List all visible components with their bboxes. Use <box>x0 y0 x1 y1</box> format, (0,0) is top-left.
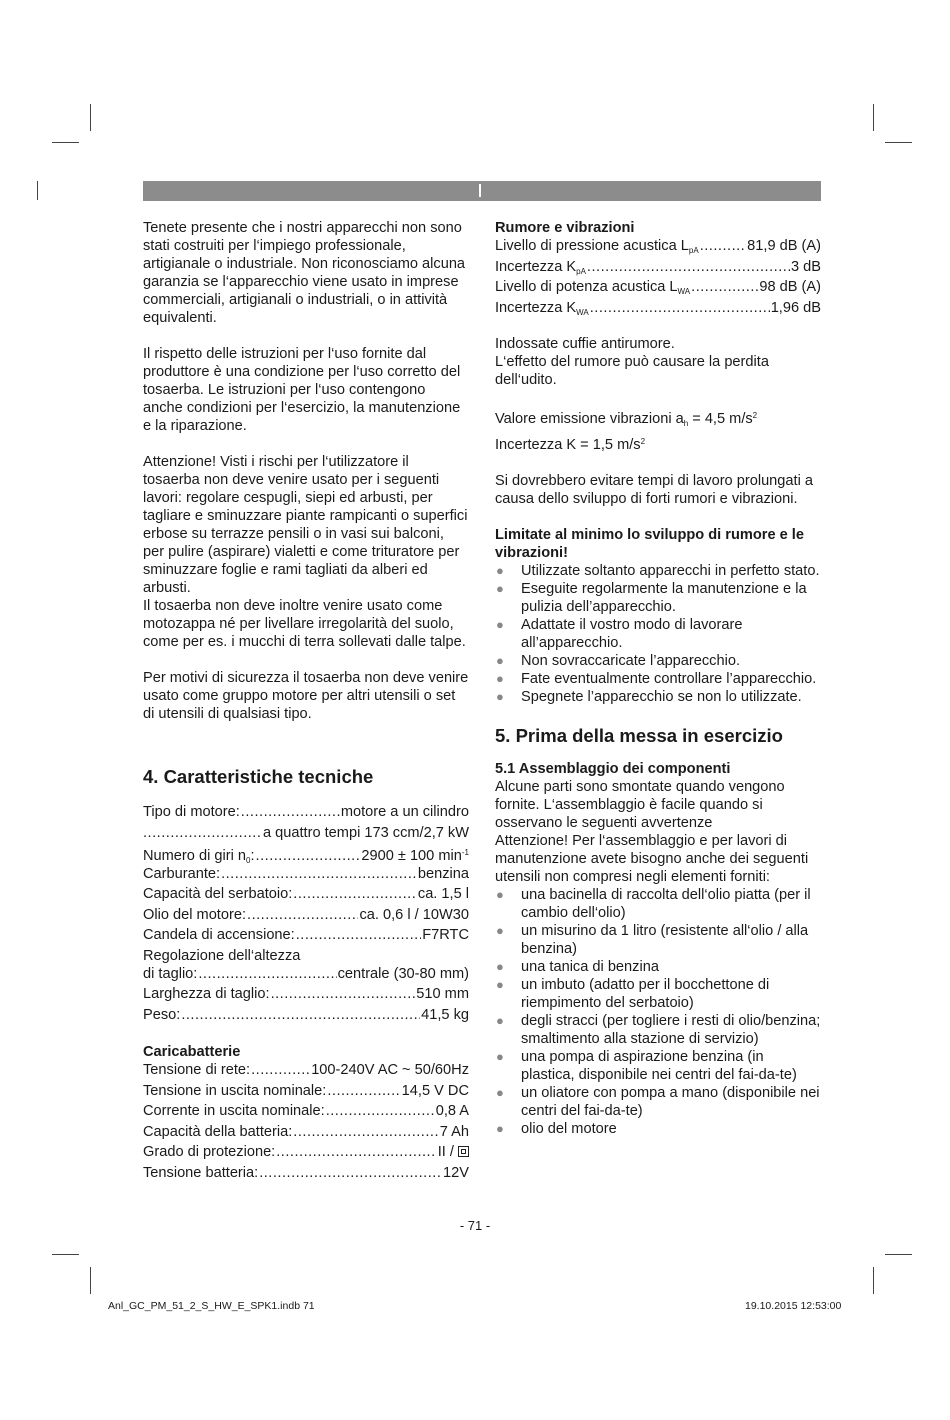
list-item: ● Utilizzate soltanto apparecchi in perfetto stato. <box>496 563 820 579</box>
noise-kwa: Incertezza $K_{WA}$ ..... 1,96 dB <box>495 299 821 320</box>
spec-width: Larghezza di taglio: ..... 510 mm <box>143 985 469 1006</box>
left-column <box>143 219 469 1184</box>
avoid-long-work: Si dovrebbero evitare tempi di lavoro prolungati a causa dello sviluppo di forti rumori e vibrazioni. <box>495 473 813 507</box>
spec-weight: Peso: ..... 41,5 kg <box>143 1006 469 1027</box>
charger-capacity: Capacità della batteria: ..... 7 Ah <box>143 1123 469 1144</box>
charger-mains: Tensione di rete: ..... 100-240V AC ~ 50/60Hz <box>143 1061 469 1082</box>
list-item: ● una bacinella di raccolta dell‘olio piatta (per il cambio dell‘olio) <box>496 887 811 921</box>
limit-title: Limitate al minimo lo sviluppo di rumore e le vibrazioni! <box>495 527 804 561</box>
spec-rpm: Numero di giri $n_0$: ..... 2900 ± 100 $\min^{-1}$ <box>143 844 469 865</box>
spec-height-label: Regolazione dell‘altezza <box>143 947 301 964</box>
list-item: ● Adattate il vostro modo di lavorare all’apparecchio. <box>496 617 743 651</box>
spec-plug: Candela di accensione: ..... F7RTC <box>143 926 469 947</box>
spec-oil: Olio del motore: ..... ca. 0,6 l / 10W30 <box>143 906 469 927</box>
crop-mark <box>52 1254 79 1255</box>
noise-lwa: Livello di potenza acustica $L_{WA}$ ..... 98 dB (A) <box>495 278 821 299</box>
crop-mark <box>90 1267 91 1294</box>
paragraph-professional-use: Tenete presente che i nostri apparecchi non sono stati costruiti per l‘impiego professionale, artigianale o industriale. Non riconosciamo alcuna garanzia se l‘apparecchio viene usato in imprese commerciali, artigianali o industriali, o in attività equivalenti. <box>143 220 466 326</box>
charger-out-voltage: Tensione in uscita nominale: ..... 14,5 V DC <box>143 1082 469 1103</box>
section-4-title: 4. Caratteristiche tecniche <box>143 766 374 787</box>
spec-tank: Capacità del serbatoio: ..... ca. 1,5 l <box>143 885 469 906</box>
list-item: ● un imbuto (adatto per il bocchettone di riempimento del serbatoio) <box>496 977 770 1011</box>
list-item: ● una tanica di benzina <box>496 959 659 975</box>
bullet-icon: ● <box>496 671 504 686</box>
list-item: ● un misurino da 1 litro (resistente all‘olio / alla benzina) <box>496 923 809 957</box>
vibration-value: Valore emissione vibrazioni $a_h = 4,5$ $m/s^2$ <box>495 411 758 428</box>
bullet-icon: ● <box>496 977 504 992</box>
protection-class-icon <box>458 1146 469 1157</box>
paragraph-safety: Per motivi di sicurezza il tosaerba non deve venire usato come gruppo motore per altri utensili o set di utensili di qualsiasi tipo. <box>143 670 469 722</box>
crop-mark <box>885 1254 912 1255</box>
list-item: ● una pompa di aspirazione benzina (in plastica, disponibile nei centri del fai-da-te) <box>496 1049 797 1083</box>
charger-battery-voltage: Tensione batteria: ..... 12V <box>143 1164 469 1185</box>
hearing-loss: L‘effetto del rumore può causare la perdita dell‘udito. <box>495 354 769 388</box>
noise-lpa: Livello di pressione acustica $L_{pA}$ ..... 81,9 dB (A) <box>495 237 821 258</box>
list-item: ● degli stracci (per togliere i resti di olio/benzina; smaltimento alla stazione di servizio) <box>496 1013 821 1047</box>
list-item: ● Eseguite regolarmente la manutenzione e la pulizia dell’apparecchio. <box>496 581 807 615</box>
paragraph-warning-cont: Il tosaerba non deve inoltre venire usato come motozappa né per livellare irregolarità del suolo, come per es. i mucchi di terra sollevati dalle talpe. <box>143 598 466 650</box>
bullet-icon: ● <box>496 617 504 632</box>
crop-mark <box>90 104 91 131</box>
crop-mark <box>873 104 874 131</box>
bullet-icon: ● <box>496 1085 504 1100</box>
spec-fuel: Carburante: ..... benzina <box>143 865 469 886</box>
section-5-title: 5. Prima della messa in esercizio <box>495 725 783 746</box>
list-item: ● un oliatore con pompa a mano (disponibile nei centri del fai-da-te) <box>496 1085 820 1119</box>
crop-mark <box>873 1267 874 1294</box>
assembly-warning: Attenzione! Per l‘assemblaggio e per lavori di manutenzione avete bisogno anche dei seguenti utensili non compresi negli elementi forniti: <box>495 833 809 885</box>
list-item: ● Spegnete l’apparecchio se non lo utilizzate. <box>496 689 802 705</box>
crop-mark <box>37 181 38 200</box>
bullet-icon: ● <box>496 653 504 668</box>
noise-title: Rumore e vibrazioni <box>495 220 635 236</box>
bullet-icon: ● <box>496 923 504 938</box>
bullet-icon: ● <box>496 581 504 596</box>
list-item: ● olio del motore <box>496 1121 617 1137</box>
paragraph-warning: Attenzione! Visti i rischi per l‘utilizzatore il tosaerba non deve venire usato per i seguenti lavori: regolare cespugli, siepi ed arbusti, per tagliare e sminuzzare piante rampicanti o superfici erbose su terrazze pensili o in vasi sui balconi, per pulire (aspirare) vialetti e come trituratore per sminuzzare foglie e rami tagliati da alberi ed arbusti. <box>143 454 468 596</box>
spec-height: di taglio: ..... centrale (30-80 mm) <box>143 965 469 986</box>
crop-mark <box>885 142 912 143</box>
print-date-info: 19.10.2015 12:53:00 <box>745 1300 842 1312</box>
vibration-uncertainty: Incertezza K = 1,5 $m/s^2$ <box>495 437 646 453</box>
crop-mark <box>52 142 79 143</box>
charger-out-current: Corrente in uscita nominale: ..... 0,8 A <box>143 1102 469 1123</box>
bullet-icon: ● <box>496 563 504 578</box>
list-item: ● Non sovraccaricate l’apparecchio. <box>496 653 741 669</box>
ear-protection: Indossate cuffie antirumore. <box>495 336 675 352</box>
print-file-info: Anl_GC_PM_51_2_S_HW_E_SPK1.indb 71 <box>108 1300 315 1312</box>
spec-motor: Tipo di motore: ..... motore a un cilindro <box>143 803 469 824</box>
header-bar-mark <box>479 184 481 197</box>
spec-motor-cont: ..... a quattro tempi 173 ccm/2,7 kW <box>143 824 469 845</box>
bullet-icon: ● <box>496 1049 504 1064</box>
bullet-icon: ● <box>496 887 504 902</box>
charger-protection: Grado di protezione: ..... II / <box>143 1143 469 1164</box>
bullet-icon: ● <box>496 689 504 704</box>
subsection-5-1-title: 5.1 Assemblaggio dei componenti <box>495 761 731 777</box>
bullet-icon: ● <box>496 1013 504 1028</box>
tools-list <box>495 886 821 1138</box>
list-item: ● Fate eventualmente controllare l’apparecchio. <box>496 671 817 687</box>
header-bar <box>143 181 821 201</box>
limit-list <box>495 562 821 706</box>
bullet-icon: ● <box>496 959 504 974</box>
right-column <box>495 219 821 1138</box>
noise-kpa: Incertezza $K_{pA}$ ..... 3 dB <box>495 258 821 279</box>
charger-title: Caricabatterie <box>143 1044 241 1060</box>
paragraph-instructions: Il rispetto delle istruzioni per l‘uso fornite dal produttore è una condizione per l‘uso corretto del tosaerba. Le istruzioni per l‘uso contengono anche condizioni per l‘esercizio, la manutenzione e la riparazione. <box>143 346 461 434</box>
page-number: - 71 - <box>459 1218 491 1233</box>
assembly-intro: Alcune parti sono smontate quando vengono fornite. L‘assemblaggio è facile quando si osservano le seguenti avvertenze <box>495 779 785 831</box>
bullet-icon: ● <box>496 1121 504 1136</box>
